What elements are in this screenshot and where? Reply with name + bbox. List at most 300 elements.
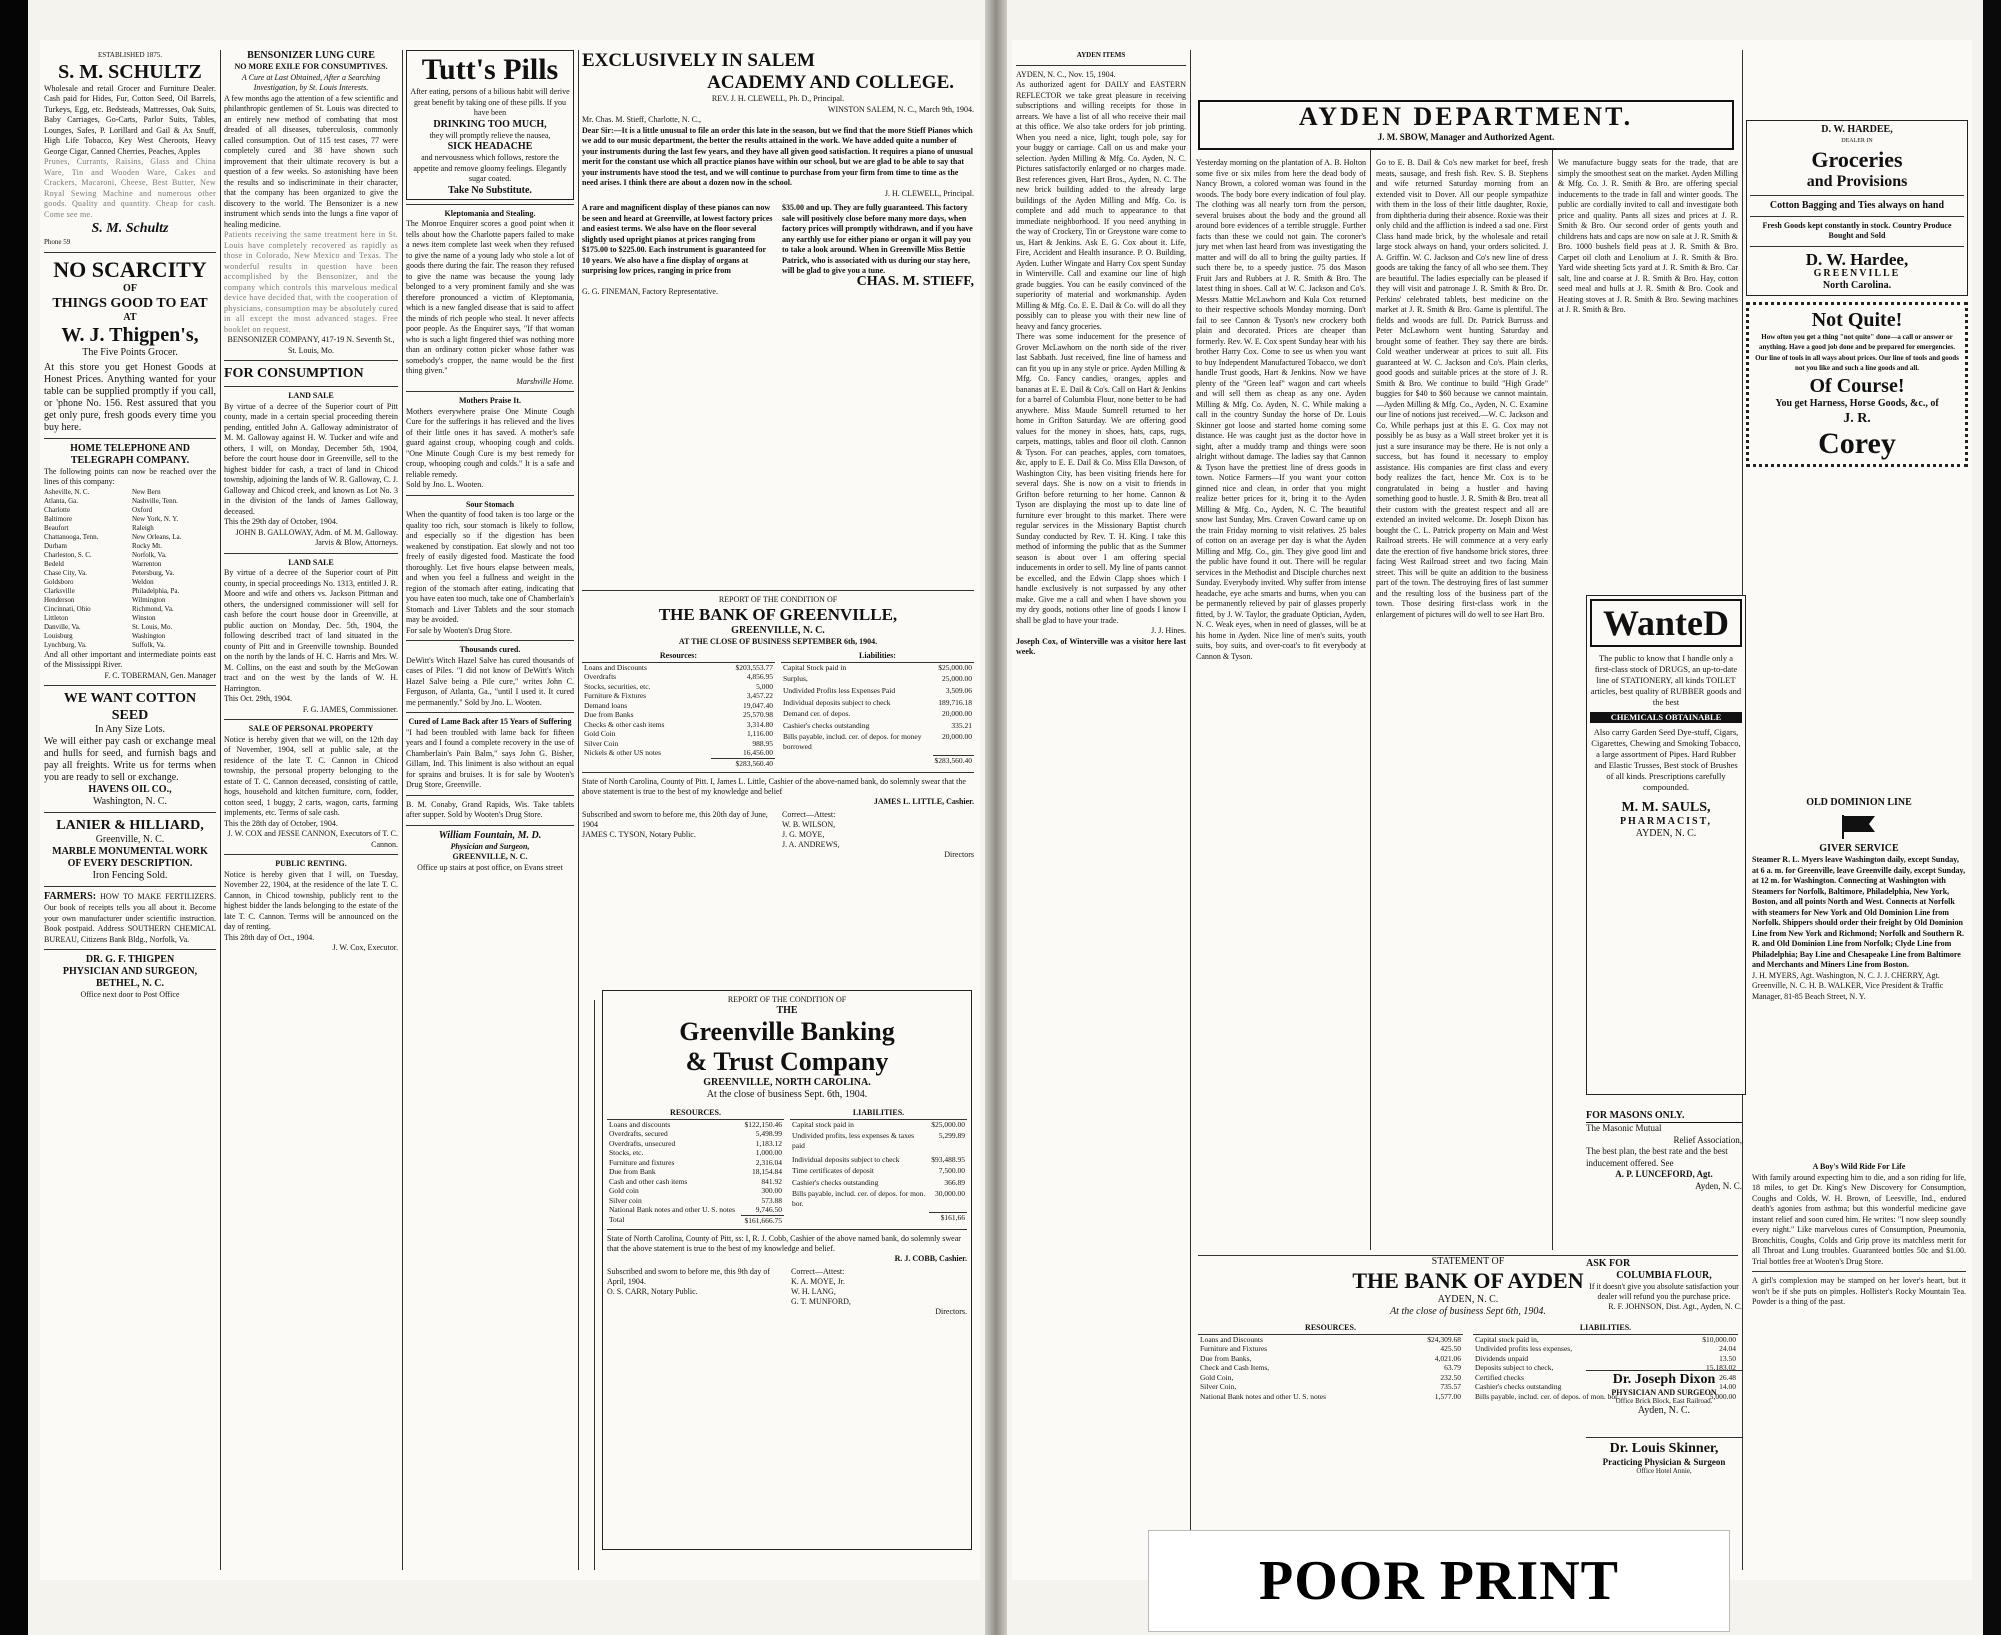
total-amount: $283,560.40	[711, 758, 775, 768]
row-amount: 232.50	[1440, 1372, 1461, 1382]
hardee-signature: D. W. Hardee,	[1805, 249, 1909, 269]
land-sale-body: By virtue of a decree of the Superior court of Pitt county, made in a certain special proceeding therein pending, entitled John A. Galloway administrator of M. M. Galloway against H. W. Tucker and wife and others, I will, on Monday, December 5th, 1904, before the court house door in Greenville, sell to the highest bidder for cash, a tract of land in Chicod township, adjoining the lands of W. R. Galloway, C. J. Galloway and Chicod creek, and known as Lot No. 3 in the division of the lands of James Galloway, deceased.	[224, 401, 398, 516]
list-item: Louisburg	[44, 631, 73, 640]
gbt-correct: Correct—Attest:	[791, 1267, 845, 1276]
total-label: Total	[609, 1215, 625, 1224]
ayden-items-title: AYDEN ITEMS	[1076, 51, 1126, 59]
row-label: Silver Coin,	[1200, 1382, 1237, 1391]
row-label: Check and Cash Items,	[1200, 1363, 1270, 1372]
table-row	[1198, 1373, 1463, 1383]
land-sale-date: This Oct. 29th, 1904.	[224, 694, 292, 703]
cotton-seed-ad	[44, 690, 216, 808]
row-amount: 300.00	[761, 1186, 782, 1195]
stieff-firm: CHAS. M. STIEFF,	[856, 273, 974, 289]
table-row	[582, 682, 775, 692]
table-row	[582, 720, 775, 730]
bog-name: THE BANK OF GREENVILLE,	[658, 605, 898, 624]
gbt-resources-table	[607, 1107, 784, 1225]
list-item: W. B. WILSON,	[782, 820, 836, 829]
mothers-praise	[406, 396, 574, 491]
row-amount: 1,183.12	[755, 1138, 782, 1148]
row-label: Dividends unpaid	[1475, 1353, 1529, 1363]
row-amount: $25,000.00	[931, 1119, 965, 1129]
bog-report-line: REPORT OF THE CONDITION OF	[718, 595, 838, 604]
row-amount: 425.50	[1440, 1344, 1461, 1353]
bensonizer-ad: BENSONIZER LUNG CURE NO MORE EXILE FOR CONSUMPTIVES. A Cure at Last Obtained, After a Searching Investigation, by St. Louis Interests. A few months ago the attention of a few scientific and philanthropic gentlemen of St. Louis was directed to an entirely new method of combating that most dreaded of all diseases, tuberculosis, commonly called consumption. Out of 115 test cases, 77 were completely cured and 38 have shown such improvement that their ultimate recovery is but a question of a few weeks. So astonishing have been the results and so indiscriminate in their character, that the company has been organized to give the discovery to the world. The Bensonizer is a new instrument which sends into the lungs a fine vapor of healing medicine. Patients receiving the same treatment here in St. Louis have completely recovered as rapidly as those in Colorado, New Mexico and Texas. The wonderful results in question have been accomplished by the Bensonizer, and the company which controls this marvelous medical device have decided that, with the cooperation of physicians, consumption may be absolutely cured in all except the most advanced stages. Free booklet on request. BENSONIZER COMPANY, 417-19 N. Seventh St., St. Louis, Mo.	[224, 50, 398, 355]
row-label: Furniture and Fixtures	[1200, 1344, 1268, 1353]
bog-place: GREENVILLE, N. C.	[731, 625, 825, 636]
kleptomania-title: Kleptomania and Stealing.	[444, 208, 536, 218]
row-label: Stocks, securities, etc.	[584, 681, 651, 691]
column-rule	[1370, 150, 1371, 1250]
list-item: Cincinnati, Ohio	[44, 604, 91, 613]
gbt-place: GREENVILLE, NORTH CAROLINA.	[703, 1077, 871, 1088]
complexion-note: A girl's complexion may be stamped on her lover's heart, but it won't be if she puts on pimples. Hollister's Rocky Mountain Tea. Powder is a thing of the past.	[1752, 1276, 1966, 1306]
sour-title: Sour Stomach	[465, 499, 515, 509]
lanier-line1: MARBLE MONUMENTAL WORK	[52, 846, 208, 857]
doctor-office: Office next door to Post Office	[80, 990, 180, 999]
list-item: W. H. LANG,	[791, 1287, 836, 1296]
thigpen-at: AT	[123, 311, 137, 323]
renting-body: Notice is hereby given that I will, on Tuesday, November 22, 1904, at the residence of the late T. C. Cannon, in Chicod township, publicly rent to the highest bidder the lands belonging to the estate of the late T. C. Cannon. Terms will be announced on the day of renting.	[224, 869, 398, 931]
row-label: Due from Bank	[609, 1167, 656, 1176]
lame-title: Cured of Lame Back after 15 Years of Suffering	[408, 717, 572, 726]
row-label: Time certificates of deposit	[792, 1166, 874, 1176]
boy-title: A Boy's Wild Ride For Life	[1812, 1162, 1906, 1171]
farmers-body: HOW TO MAKE FERTILIZERS. Our book of receipts tells you all about it. Become your own manufacturer under scientific instruction. Book postpaid. Address SOUTHERN CHEMICAL BUREAU, Citizens Bank Bldg., Norfolk, Va.	[44, 892, 216, 944]
list-item: Charlotte	[44, 505, 71, 514]
row-label: Loans and discounts	[609, 1119, 671, 1129]
table-row	[1198, 1344, 1463, 1354]
land-sale-date: This the 29th day of October, 1904.	[224, 517, 338, 526]
lanier-title: LANIER & HILLIARD,	[56, 818, 204, 833]
table-row	[790, 1166, 967, 1178]
flour-body: If it doesn't give you absolute satisfaction your dealer will refund you the purchase price.	[1589, 1282, 1739, 1301]
not-quite-body: How often you get a thing "not quite" done—a call or answer or anything. Have a good job done and be prepared for emergencies. Our line of tools in all ways about prices. Our line of tools and goods not you like and such a line goods and all.	[1755, 332, 1959, 372]
total-label	[790, 1213, 929, 1225]
flour-sub: COLUMBIA FLOUR,	[1616, 1270, 1712, 1281]
row-amount: $122,150.46	[744, 1119, 782, 1129]
bog-subscribed: Subscribed and sworn to before me, this 20th day of June, 1904	[582, 810, 768, 829]
greenville-banking-trust-report	[602, 990, 972, 1550]
row-label: Demand cer. of depos.	[783, 709, 851, 719]
dominion-flag-icon	[1752, 813, 1966, 839]
row-amount: 15,183.02	[1706, 1363, 1736, 1372]
table-row	[1198, 1334, 1463, 1344]
table-row	[790, 1119, 967, 1131]
masons-body: The best plan, the best rate and the best inducement offered. See	[1586, 1146, 1728, 1168]
gbt-report-line: REPORT OF THE CONDITION OF	[727, 995, 847, 1004]
bog-resources-head: Resources:	[582, 650, 775, 662]
cotton-place: Washington, N. C.	[93, 796, 167, 807]
salem-headline: EXCLUSIVELY IN SALEM	[582, 50, 815, 71]
salem-letter: Dear Sir:—It is a little unusual to file an order this late in the season, but we find that the more Stieff Pianos which we add to our music department, the better the results attained in the work. We have added quite a number of your instruments during the last few years, and they have all given good satisfaction. It requires a piano of unusual merit for the constant use which all practice pianos have within our school, but we are glad to be able to say that your instruments have stood the test, and we will continue to purchase from your firm from time to time as the need arises. I think there are about a dozen now in the school.	[582, 125, 973, 187]
row-amount: 3,314.80	[746, 719, 773, 729]
row-label: Individual deposits subject to check	[783, 697, 891, 707]
sour-signature: For sale by Wooten's Drug Store.	[406, 625, 512, 635]
bensonizer-sub: NO MORE EXILE FOR CONSUMPTIVES.	[234, 62, 388, 71]
doctor-title: PHYSICIAN AND SURGEON,	[62, 966, 198, 977]
column-rule	[578, 50, 579, 1570]
gbt-name-2: & Trust Company	[685, 1047, 889, 1076]
scan-edge-right	[1983, 0, 2001, 1635]
row-amount: 25,570.98	[743, 710, 773, 719]
hardee-dealer: DEALER IN	[1841, 138, 1873, 144]
row-amount: 13.50	[1719, 1353, 1736, 1363]
hardee-town: GREENVILLE	[1813, 267, 1901, 279]
row-label: Cashier's checks outstanding	[783, 720, 870, 730]
row-label: Deposits subject to check,	[1475, 1363, 1554, 1372]
page-gutter	[985, 0, 1007, 1635]
boa-name: THE BANK OF AYDEN	[1352, 1268, 1584, 1293]
row-amount: 335.21	[951, 720, 972, 730]
skinner-card	[1586, 1440, 1742, 1490]
thigpen-body: At this store you get Honest Goods at Honest Prices. Anything wanted for your table can be supplied promptly if you call, or 'phone No. 156. Rest assured that you get only pure, fresh goods every time you buy here.	[44, 361, 216, 433]
bog-liabilities-head: Liabilities:	[781, 650, 974, 662]
list-item: Norfolk, Va.	[132, 550, 167, 559]
row-label: Furniture and fixtures	[609, 1157, 675, 1167]
bensonizer-lead: A Cure at Last Obtained, After a Searching Investigation, by St. Louis Interests.	[241, 72, 381, 92]
list-item: Lynchburg, Va.	[44, 640, 87, 649]
table-row	[582, 748, 775, 758]
row-label: Loans and Discounts	[584, 662, 647, 672]
total-amount: $283,560.40	[933, 756, 975, 768]
sour-stomach	[406, 500, 574, 637]
list-item: Rocky Mt.	[132, 541, 162, 550]
list-item: Wilmington	[132, 595, 166, 604]
table-row	[1198, 1354, 1463, 1364]
row-label: Overdrafts	[584, 672, 617, 681]
row-label: Checks & other cash items	[584, 719, 665, 729]
lanier-ad	[44, 817, 216, 882]
table-row	[790, 1131, 967, 1154]
table-row	[582, 739, 775, 749]
cotton-title: WE WANT COTTON SEED	[63, 691, 197, 723]
boa-resources-table	[1198, 1322, 1463, 1401]
table-row	[790, 1178, 967, 1190]
sauls-pharmacy-ad	[1586, 595, 1746, 1095]
fountain-office: Office up stairs at post office, on Evans street	[417, 862, 563, 872]
table-row	[1198, 1363, 1463, 1373]
total-amount: $161,66	[929, 1213, 967, 1225]
wanted-headline: WanteD	[1590, 599, 1742, 647]
table-row	[582, 672, 775, 682]
row-amount: 14.00	[1719, 1382, 1736, 1391]
columbia-flour-ad	[1586, 1258, 1742, 1366]
row-label: Gold coin	[609, 1186, 639, 1195]
row-amount: 2,316.04	[755, 1157, 782, 1167]
row-amount: 19,047.40	[743, 700, 773, 710]
tutts-take: Take No Substitute.	[448, 184, 532, 196]
list-item: Petersburg, Va.	[132, 568, 175, 577]
table-row	[607, 1119, 784, 1129]
list-item: Asheville, N. C.	[44, 487, 90, 496]
list-item: Beaufort	[44, 523, 69, 532]
table-row	[582, 710, 775, 720]
list-item: Oxford	[132, 505, 153, 514]
schultz-phone: Phone 59	[44, 238, 71, 246]
list-item: Nashville, Tenn.	[132, 496, 178, 505]
ayden-items-body2: There was some inducement for the presence of Grover McLawhorn on the north side of the river last Sabbath. Just received, fine line of harness and can fit you up in any style or price. Ayden Milling & Mfg. Co. Fancy candies, oranges, apples and bananas at E. E. Dail & Co's. Call on Hart & Jenkins for a barrel of Columbia Flour, none better to be had anywhere. Miss Maude Sumrell returned to her home in Grifton Saturday. We are offering good values for the money in shoes, hats, caps, rugs, carpets, mattings, tables and floor oil cloth. Cannon & Tyson. For can peaches, apples, corn tomatoes, &c, apply to E. E. Dail & Co. Miss Ella Dawson, of Washington City, has been visiting friends here for several days. She is now on a visit to friends in Grifton before returning to her home. Cannon & Tyson are displaying the most up to date line of furniture ever brought to this market. There were regular services in the Missionary Baptist church Sunday conducted by Rev. T. H. King. I take this method of informing the public that as the Summer season is about over I am offering special inducements in order to sell. My line of pants cannot be excelled, and the Edwin Clapp shoes which I handle exclusively is not surpassed by any other make. Give me a call and when I have shown you my dry goods, notions other line of goods I know I shall be glad to have your trade.	[1016, 332, 1186, 625]
masons-line2: Relief Association,	[1673, 1134, 1742, 1145]
list-item: Clarksville	[44, 586, 75, 595]
salem-principal: REV. J. H. CLEWELL, Ph. D., Principal.	[711, 94, 845, 103]
row-amount: 5,299.89	[938, 1131, 965, 1141]
list-item: Richmond, Va.	[132, 604, 174, 613]
tutts-pills-ad	[406, 50, 574, 200]
personal-property-sale	[224, 724, 398, 850]
gbt-notary: O. S. CARR, Notary Public.	[607, 1287, 698, 1296]
corey-initials: J. R.	[1843, 410, 1871, 426]
list-item: Littleton	[44, 613, 69, 622]
tutts-drinking: DRINKING TOO MUCH,	[433, 118, 547, 130]
list-item: Baltimore	[44, 514, 72, 523]
list-item: Philadelphia, Pa.	[132, 586, 180, 595]
flour-title: ASK FOR	[1586, 1258, 1631, 1269]
list-item: Durham	[44, 541, 67, 550]
skinner-title: Practicing Physician & Surgeon	[1602, 1457, 1726, 1467]
right-page	[1012, 40, 1972, 1580]
table-row	[582, 729, 775, 739]
personal-sale-title: SALE OF PERSONAL PROPERTY	[248, 724, 374, 733]
table-row	[790, 1155, 967, 1167]
bog-attestation: State of North Carolina, County of Pitt. I, James L. Little, Cashier of the above-named bank, do solemnly swear that the above statement is true to the best of my knowledge and belief	[582, 777, 966, 796]
row-amount: 189,716.18	[938, 697, 972, 707]
list-item: J. G. MOYE,	[782, 830, 825, 839]
row-label: Capital Stock paid in	[783, 662, 847, 672]
row-amount: $24,309.68	[1427, 1334, 1461, 1344]
hardee-state: North Carolina.	[1822, 279, 1892, 291]
land-sale-1	[224, 391, 398, 549]
total-amount: $161,666.75	[741, 1215, 784, 1225]
land-sale-title: LAND SALE	[288, 557, 334, 567]
list-item: Henderson	[44, 595, 75, 604]
table-row	[781, 732, 974, 755]
department-column-2: Go to E. B. Dail & Co's new market for beef, fresh meats, sausage, and fresh fish. Rev. S. B. Stephens and wife returned Saturday morning from an extended visit to Dover. All our people sympathize with them in the loss of their little daughter, Roxie, from diphtheria during their absence. Roxie was their only child and the affliction is indeed a sad one. First Class hand made brick, by the wholesale and retail large stock always on hand, your orders solicited. J. A. Griffin. W. C. Jackson and Co's new line of dress goods are taking the fancy of all who see them. They are beautiful. The ladies especially can be pleased if they will visit and patronage J. R. Smith & Bro. Dr. Perkins' celebrated tablets, best medicine on the market at J. R. Smith & Bro. Game is plentiful. The fields and woods are full. Dr. Patrick Burruss and Peter McLawhorn went hunting Saturday and brought some of feather. They say there are birds. Cold weather underwear at prices to suit all. Fits guaranteed at W. C. Jackson and Co's. Plain clerks, good goods and suitable prices at the store of J. R. Smith & Bro. We continue to build "High Grade" buggies for $40 to $60 because we cannot maintain.—Ayden Milling & Mfg. Co., Ayden, N. C. Examine our line of notions just received.—W. C. Jackson and Co. While perhaps just at this E. G. Cox may not possibly be as busy as a Wall street broker yet it is just a sure insurance may be there. He is not only a success, but has found it necessary to employ assistance. His companies are first class and every body realizes the fact, hence Mr. Cox is to be congratulated in being a hustler and having something good to hustle. J. R. Smith & Bro. treat all their custom with the greatest respect and all are extended an invited welcome. Dr. Joseph Dixon has bought the C. L. Patrick property on Main and West Railroad streets. He will commence at a very early date the erection of five handsome brick stores, three facing West Railroad street and two facing Main street. This will be quite an addition to the business part of the town. The destroying fires of last summer and the resulting loss of the business part of the town. Those desiring first-class work in the enlargement of pictures will do well to see Hart Bro.	[1376, 158, 1548, 619]
total-row	[781, 756, 974, 768]
bensonizer-signature: BENSONIZER COMPANY, 417-19 N. Seventh St., St. Louis, Mo.	[227, 335, 395, 355]
table-row	[607, 1139, 784, 1149]
list-item: Danville, Va.	[44, 622, 81, 631]
doctor-name: DR. G. F. THIGPEN	[85, 954, 175, 965]
farmers-ad	[44, 891, 216, 945]
list-item: Goldsboro	[44, 577, 74, 586]
salem-addressee: Mr. Chas. M. Stieff, Charlotte, N. C.,	[582, 115, 701, 124]
row-label: Due from Banks,	[1200, 1353, 1252, 1363]
mothers-body: Mothers everywhere praise One Minute Cough Cure for the sufferings it has relieved and the lives of their little ones it has saved. A mother's safe guard against croup, whooping cough and colds. "One Minute Cough Cure is my best remedy for croup, whooping cough and colds." It is a safe and reliable remedy.	[406, 406, 574, 479]
stieff-piano-ad	[582, 50, 974, 380]
land-sale-signature: JOHN B. GALLOWAY, Adm. of M. M. Galloway. Jarvis & Blow, Attorneys.	[235, 527, 398, 547]
telephone-ad	[44, 443, 216, 682]
bog-correct: Correct—Attest:	[782, 810, 836, 819]
gbt-subscribed: Subscribed and sworn to before me, this 9th day of April, 1904.	[607, 1267, 771, 1286]
hardee-cotton: Cotton Bagging and Ties always on hand	[1769, 199, 1945, 211]
salem-dateline: WINSTON SALEM, N. C., March 9th, 1904.	[827, 104, 974, 114]
total-row	[607, 1215, 784, 1225]
chemicals-banner: CHEMICALS OBTAINABLE	[1590, 712, 1742, 723]
column-rule	[1190, 50, 1191, 1570]
renting-date: This 28th day of Oct., 1904.	[224, 932, 315, 942]
row-amount: 63.79	[1444, 1363, 1461, 1372]
bog-resources-table	[582, 650, 775, 768]
grand-rapids-note: B. M. Conaby, Grand Rapids, Wis. Take tablets after supper. Sold by Wooten's Drug Store.	[406, 799, 574, 819]
land-sale-signature: F. G. JAMES, Commissioner.	[302, 704, 398, 714]
row-amount: $93,488.95	[931, 1154, 965, 1164]
gbt-liabilities-table	[790, 1107, 967, 1225]
table-row	[781, 662, 974, 674]
row-amount: 4,856.95	[746, 672, 773, 681]
gbt-liabilities-head: LIABILITIES.	[790, 1107, 967, 1119]
column-3	[406, 50, 574, 1570]
boy-body: With family around expecting him to die, and a son riding for life, 18 miles, to get Dr. King's New Discovery for Consumption, Coughs and Colds, W. H. Brown, of Leesville, Ind., endured death's agonies from asthma; but this wonderful medicine gave instant relief and soon cured him. He writes: "I now sleep soundly every night." Like marvelous cures of Consumption, Pneumonia, Bronchitis, Coughs, Colds and Grip prove its matchless merit for all Throat and Lung troubles. Guaranteed bottles 50c and $1.00. Trial bottles free at Wooten's Drug Store.	[1752, 1172, 1966, 1266]
total-label	[781, 756, 933, 768]
sauls-name: M. M. SAULS,	[1621, 800, 1711, 815]
poor-print-stamp: POOR PRINT	[1148, 1530, 1730, 1632]
kleptomania-article	[406, 209, 574, 388]
hardee-groceries: Groceries	[1811, 146, 1903, 172]
table-row	[781, 709, 974, 721]
list-item: Chattanooga, Tenn.	[44, 532, 99, 541]
ayden-items-body: As authorized agent for DAILY and EASTERN REFLECTOR we take great pleasure in receiving subscriptions and willing receipts for those in arrears. We have a list of all who receive their mail at this office. We also take orders for job printing. When you need a nice, light, tough pole, say for your buggy or carriage. Call on us and make your selection. Ayden Milling & Mfg. Co. Ayden, N. C. Pictures satisfactorily enlarged or no charges made. Best references given, Hart Bros., Ayden, N. C. The new brick building added to the already large buildings of the Ayden Milling and Mfg. Co. is complete and add much to appearance to that immediate neighborhood. If you need anything in the way of Crockery, Tin or Greystone ware come to us, Hart & Jenkins. Ask E. G. Cox about it. Life, Fire, Accident and Health insurance. P. O. Building, Ayden. Luther Wingate and Harry Cox spent Sunday in Winterville. Call and examine our line of high grade buggies. You can be easily convinced of the superiority of material and workmanship. Ayden Milling & Mfg. Co. E. E. Dail & Co. will do all they possibly can to please you with their new line of heavy and fancy groceries.	[1016, 80, 1186, 331]
fountain-name: William Fountain, M. D.	[438, 829, 542, 841]
table-row	[781, 698, 974, 710]
row-amount: 3,509.06	[945, 685, 972, 695]
row-label: Undivided profits, less expenses & taxes paid	[792, 1131, 915, 1150]
dixon-title: PHYSICIAN AND SURGEON	[1611, 1388, 1717, 1397]
ayden-department-title: AYDEN DEPARTMENT.	[1298, 102, 1634, 131]
schultz-body: Wholesale and retail Grocer and Furniture Dealer. Cash paid for Hides, Fur, Cotton Seed, Oil Barrels, Turkeys, Egg, etc. Bedsteads, Mattresses, Oak Suits, Baby Carriages, Go-Carts, Parlor Suits, Tables, Lounges, Safes, P. Lorillard and Gail & Ax Snuff, High Life Tobacco, Key West Cheroots, Heavy George Cigar, Canned Cherries, Peaches, Apples	[44, 83, 216, 156]
dixon-card	[1586, 1370, 1742, 1438]
bog-liabilities-table	[781, 650, 974, 768]
ayden-department-manager: J. M. SBOW, Manager and Authorized Agent.	[1377, 132, 1555, 142]
table-row	[1198, 1392, 1463, 1402]
row-label: Cash and other cash items	[609, 1176, 688, 1186]
stieff-representative: G. G. FINEMAN, Factory Representative.	[582, 287, 718, 296]
sauls-title: PHARMACIST,	[1619, 816, 1713, 827]
piano-terms: $35.00 and up. They are fully guaranteed. This factory sale will positively close before many more days, when factory prices will promptly withdrawn, and if you have any earthly use for either piano or organ it will pay you to take a look around. When in Greenville Miss Bettie Patrick, who is associated with us during our stay here, will be glad to give you a tune.	[782, 203, 973, 275]
scan-edge-left	[0, 0, 28, 1635]
land-sale-2	[224, 558, 398, 716]
list-item: Warrenton	[132, 559, 162, 568]
bensonizer-body: A few months ago the attention of a few scientific and philanthropic gentlemen of St. Louis was directed to an entirely new method of combating that most dreaded of all diseases, tuberculosis, commonly called consumption. Out of 115 test cases, 77 were completely cured and 38 have shown such improvement that their ultimate recovery is but a question of a few weeks. So astonishing have been the results and so indiscriminate in their character, that the company has been organized to give the discovery to the world. The Bensonizer is a new instrument which sends into the lungs a fine vapor of healing medicine.	[224, 93, 398, 229]
telephone-intro: The following points can now be reached over the lines of this company:	[44, 466, 216, 486]
left-page	[40, 40, 980, 1580]
row-label: Bills payable, includ. cer. of depos. for mon. bor.	[792, 1189, 926, 1208]
gbt-name-1: Greenville Banking	[679, 1017, 895, 1046]
total-label	[582, 758, 711, 768]
column-rule	[594, 1000, 595, 1570]
row-amount: 5,498.99	[755, 1129, 782, 1138]
row-amount: $25,000.00	[938, 662, 972, 672]
row-label: Silver Coin	[584, 738, 619, 748]
lame-back	[406, 717, 574, 791]
masons-title: FOR MASONS ONLY.	[1586, 1110, 1742, 1123]
row-amount: 16,456.00	[743, 748, 773, 757]
dominion-title: OLD DOMINION LINE	[1806, 797, 1912, 808]
boa-place: AYDEN, N. C.	[1437, 1294, 1499, 1305]
row-amount: 7,500.00	[938, 1166, 965, 1176]
ayden-items-dateline: AYDEN, N. C., Nov. 15, 1904.	[1016, 69, 1116, 79]
boa-liabilities-head: LIABILITIES.	[1473, 1322, 1738, 1334]
lanier-line3: Iron Fencing Sold.	[92, 870, 168, 881]
dixon-place: Ayden, N. C.	[1637, 1405, 1691, 1416]
list-item: J. A. ANDREWS,	[782, 840, 840, 849]
telephone-towns	[44, 488, 216, 650]
thousands-body: DeWitt's Witch Hazel Salve has cured thousands of cases of Piles. "I did not know of DeWitt's Witch Hazel Salve being a Pile cure," writes John C. Ferguson, of Atlanta, Ga., "until I used it. It cured me permanently." Sold by Jno. L. Wooten.	[406, 655, 574, 707]
list-item: New York, N. Y.	[132, 514, 179, 523]
fountain-title: Physician and Surgeon,	[450, 841, 530, 851]
masons-place: Ayden, N. C.	[1695, 1180, 1742, 1191]
not-quite-title: Not Quite!	[1811, 308, 1903, 331]
row-label: Cashier's checks outstanding	[1475, 1382, 1562, 1391]
tutts-headache: SICK HEADACHE	[447, 141, 533, 152]
row-amount: 573.88	[761, 1195, 782, 1205]
fountain-card	[406, 830, 574, 874]
row-label: Capital stock paid in,	[1475, 1334, 1539, 1344]
fountain-place: GREENVILLE, N. C.	[452, 852, 528, 861]
telephone-signature: F. C. TOBERMAN, Gen. Manager	[104, 670, 216, 680]
sauls-body2: Also carry Garden Seed Dye-stuff, Cigars, Cigarettes, Chewing and Smoking Tobacco, a large assortment of Pipes. Hard Rubber and Elastic Trusses, Best stock of Brushes of all kinds. Prescriptions carefully compounded.	[1591, 727, 1741, 792]
row-amount: 30,000.00	[935, 1189, 965, 1199]
schultz-ad: ESTABLISHED 1875. S. M. SCHULTZ Wholesale and retail Grocer and Furniture Dealer. Cash paid for Hides, Fur, Cotton Seed, Oil Barrels, Turkeys, Egg, etc. Bedsteads, Mattresses, Oak Suits, Baby Carriages, Go-Carts, Parlor Suits, Tables, Lounges, Safes, P. Lorillard and Gail & Ax Snuff, High Life Tobacco, Key West Cheroots, Heavy George Cigar, Canned Cherries, Peaches, Apples Prunes, Currants, Raisins, Glass and China Ware, Tin and Wooden Ware, Cakes and Crackers, Macaroni, Cheese, Best Butter, New Royal Sewing Machine and numerous other goods. Quality and quantity. Cheap for cash. Come see me. S. M. Schultz Phone 59	[44, 51, 216, 246]
lanier-line2: OF EVERY DESCRIPTION.	[67, 858, 193, 869]
list-item: St. Louis, Mo.	[132, 622, 173, 631]
salem-signature: J. H. CLEWELL, Principal.	[884, 188, 974, 198]
thigpen-doctor-card	[44, 954, 216, 1001]
row-label: Capital stock paid in	[792, 1119, 854, 1129]
row-label: Furniture & Fixtures	[584, 691, 647, 700]
tutts-title: Tutt's Pills	[421, 53, 559, 86]
hardee-ad	[1746, 120, 1968, 296]
row-label: Gold Coin,	[1200, 1372, 1234, 1382]
schultz-name: S. M. SCHULTZ	[58, 60, 202, 83]
renting-title: PUBLIC RENTING.	[275, 859, 347, 868]
sour-body: When the quantity of food taken is too large or the quality too rich, sour stomach is likely to follow, and especially so if the digestion has been weakened by constipation. Eat slowly and not too freely of easily digested food. Masticate the food thoroughly. Let five hours elapse between meals, and when you feel a fullness and weight in the region of the stomach after eating, indicating that you have eaten too much, take one of Chamberlain's Stomach and Liver Tablets and the sour stomach may be avoided.	[406, 510, 574, 624]
table-row	[607, 1148, 784, 1158]
table-row	[790, 1189, 967, 1212]
corey-body: You get Harness, Horse Goods, &c., of	[1775, 397, 1939, 409]
row-amount: $203,553.77	[735, 662, 773, 672]
gbt-directors-label: Directors.	[935, 1307, 967, 1316]
public-renting	[224, 859, 398, 954]
lanier-place: Greenville, N. C.	[95, 834, 165, 845]
total-row	[582, 758, 775, 768]
table-row	[607, 1177, 784, 1187]
skinner-office: Office Hotel Annie,	[1636, 1467, 1692, 1475]
row-label: Silver coin	[609, 1195, 642, 1205]
row-amount: 26.48	[1719, 1372, 1736, 1382]
table-row	[1198, 1382, 1463, 1392]
row-amount: 366.89	[944, 1177, 965, 1187]
table-row	[582, 662, 775, 672]
telephone-title: HOME TELEPHONE AND TELEGRAPH COMPANY.	[70, 442, 190, 466]
thigpen-of: OF	[123, 282, 137, 294]
dixon-name: Dr. Joseph Dixon	[1612, 1372, 1716, 1387]
table-row	[607, 1196, 784, 1206]
personal-sale-signature: J. W. COX and JESSE CANNON, Executors of T. C. Cannon.	[227, 829, 398, 849]
row-amount: 5,000.00	[1709, 1391, 1736, 1401]
list-item: Charleston, S. C.	[44, 550, 92, 559]
boys-wild-ride-article	[1752, 1162, 1966, 1562]
ayden-items-last: Joseph Cox, of Winterville was a visitor here last week.	[1016, 636, 1186, 656]
masons-line1: The Masonic Mutual	[1586, 1123, 1662, 1133]
table-row	[607, 1205, 784, 1215]
thigpen-headline: THINGS GOOD TO EAT	[52, 295, 208, 311]
table-row	[607, 1158, 784, 1168]
lame-body: "I had been troubled with lame back for fifteen years and I found a complete recovery in the use of Chamberlain's Pain Balm," says John G. Bisher, Gillam, Ind. This liniment is also without an equal for sprains and bruises. It is for sale by Wooten's Drug Store, Greenville.	[406, 727, 574, 789]
dominion-sub: GIVER SERVICE	[1819, 843, 1899, 854]
row-amount: 988.95	[752, 738, 773, 748]
